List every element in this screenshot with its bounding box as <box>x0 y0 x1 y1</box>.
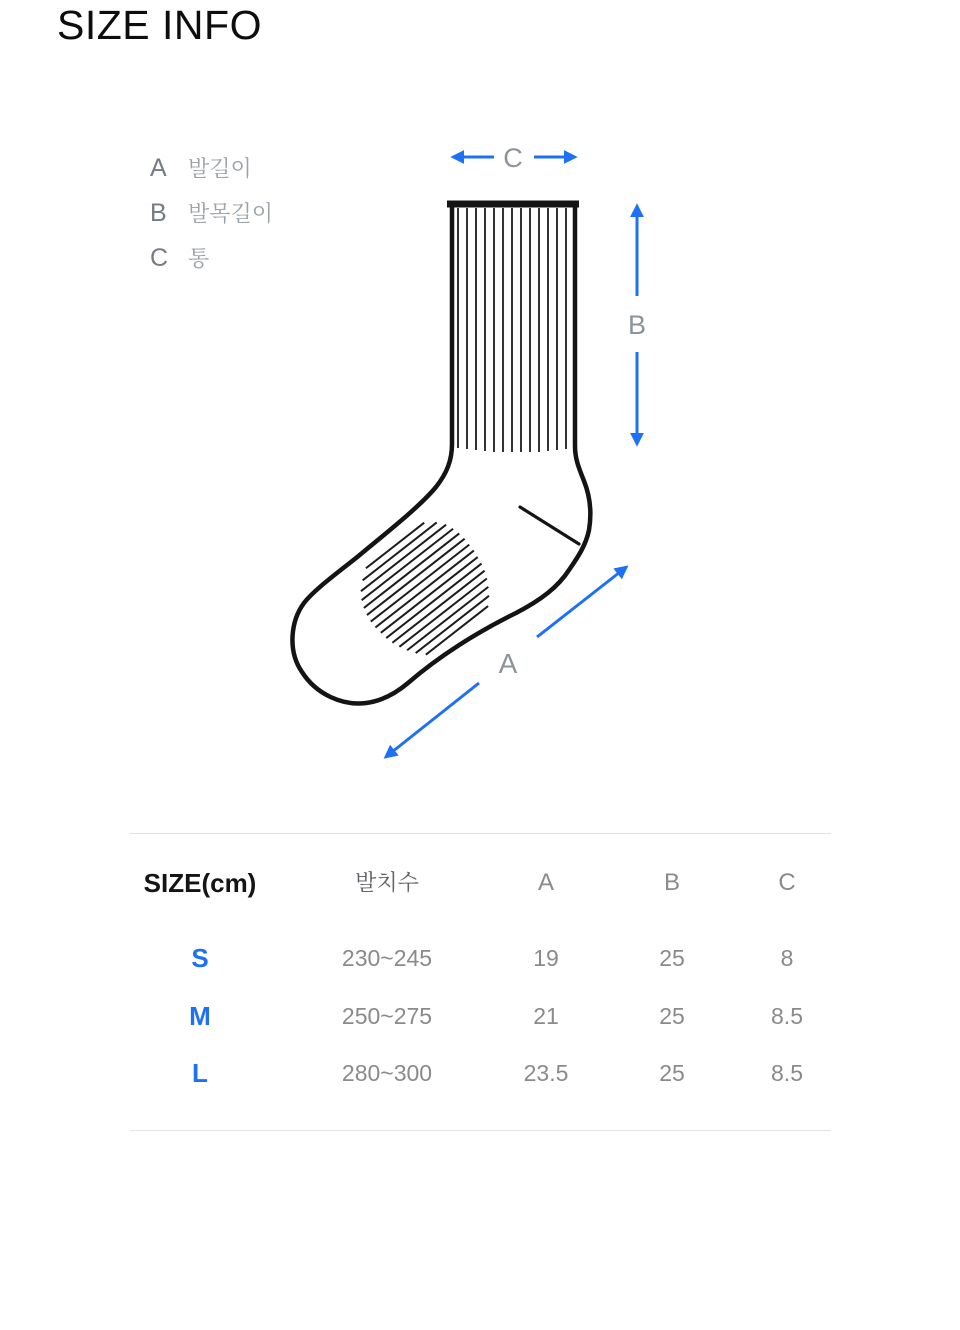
s-value-c: 8 <box>780 945 794 971</box>
col-header-a: A <box>537 869 555 896</box>
diagram-label-a: A <box>498 648 518 679</box>
s-foot-range: 230~245 <box>341 945 433 971</box>
table-row-m <box>130 1000 831 1032</box>
table-row-l <box>130 1057 831 1089</box>
legend-label-a: 발길이 <box>188 156 252 181</box>
col-header-c: C <box>778 869 796 896</box>
diagram-label-c: C <box>503 143 523 173</box>
table-top-rule <box>130 833 831 834</box>
size-label-l: L <box>192 1058 208 1088</box>
table-row-s <box>130 942 831 974</box>
l-value-c: 8.5 <box>771 1060 803 1086</box>
col-header-size: SIZE(cm) <box>143 868 257 898</box>
page-title: SIZE INFO <box>57 2 262 48</box>
sock-heel-line <box>520 507 579 544</box>
s-value-a: 19 <box>533 945 559 971</box>
col-header-b: B <box>663 869 681 896</box>
l-foot-range: 280~300 <box>341 1060 433 1086</box>
table-bottom-rule <box>130 1130 831 1131</box>
size-label-s: S <box>191 943 209 973</box>
size-label-m: M <box>189 1001 211 1031</box>
legend-label-b: 발목길이 <box>188 201 274 226</box>
legend-key-b: B <box>150 199 167 227</box>
legend-key-a: A <box>150 154 167 182</box>
m-foot-range: 250~275 <box>341 1003 433 1029</box>
diagram-label-b: B <box>627 310 647 340</box>
legend-label-c: 통 <box>188 246 210 271</box>
m-value-b: 25 <box>659 1003 685 1029</box>
col-header-foot-size: 발치수 <box>355 870 419 895</box>
m-value-c: 8.5 <box>771 1003 803 1029</box>
l-value-b: 25 <box>659 1060 685 1086</box>
legend-key-c: C <box>150 244 169 272</box>
m-value-a: 21 <box>533 1003 559 1029</box>
l-value-a: 23.5 <box>523 1060 569 1086</box>
s-value-b: 25 <box>659 945 685 971</box>
sock-foot-ribbing <box>343 509 506 669</box>
table-header-row <box>130 867 831 899</box>
sock-cuff-ribbing <box>458 208 566 452</box>
